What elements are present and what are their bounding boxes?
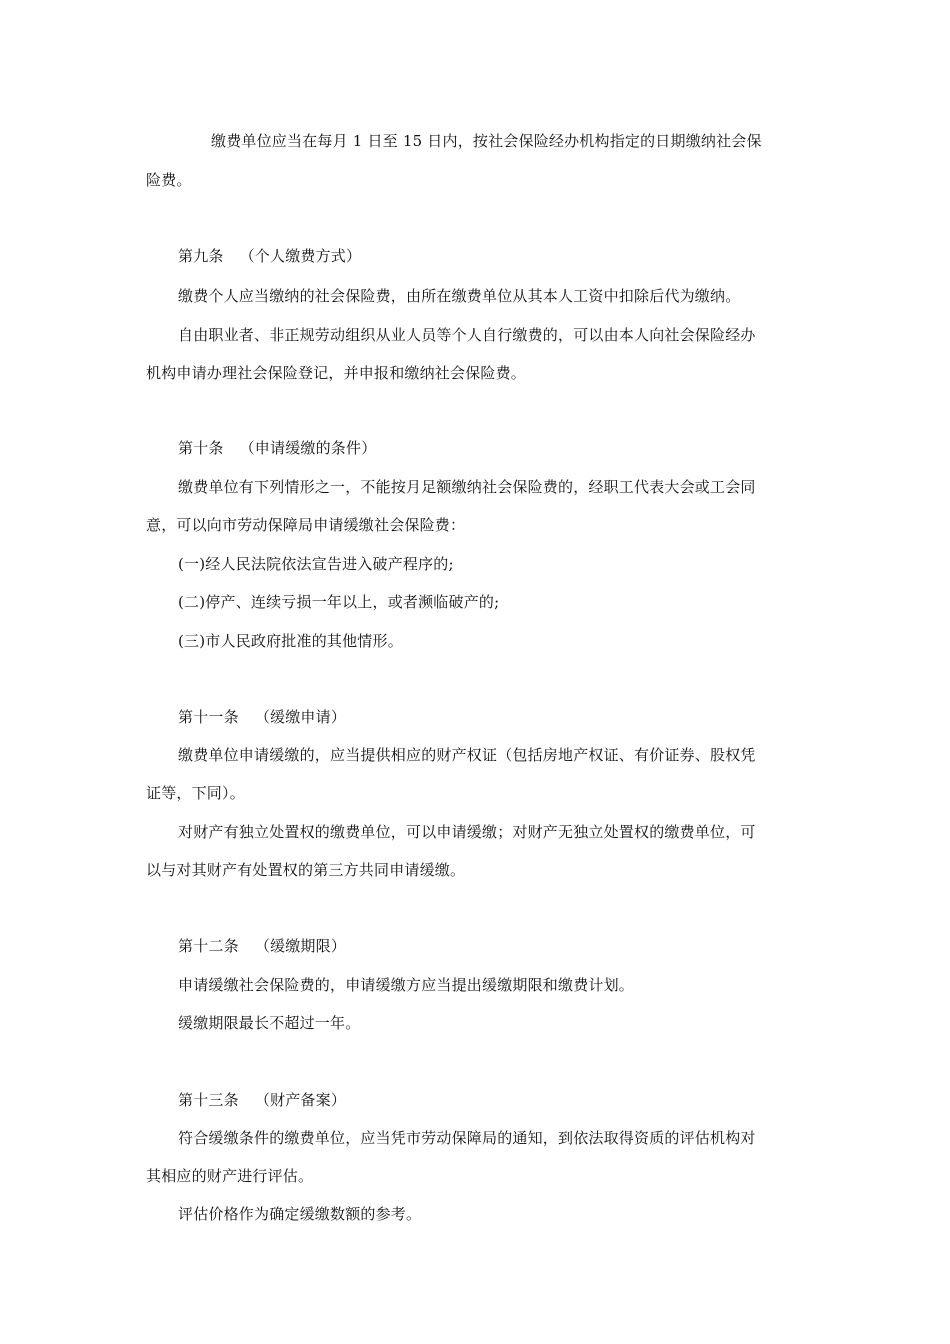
article-subtitle: （申请缓缴的条件）	[239, 439, 377, 457]
paragraph-line: 缴费单位申请缓缴的，应当提供相应的财产权证（包括房地产权证、有价证券、股权凭	[178, 746, 756, 764]
article-subtitle: （财产备案）	[254, 1091, 347, 1109]
paragraph-line: 缴费单位有下列情形之一，不能按月足额缴纳社会保险费的，经职工代表大会或工会同	[178, 478, 756, 496]
article-9-heading	[178, 246, 361, 266]
article-title: 第九条	[178, 247, 224, 265]
paragraph-line: 缴费个人应当缴纳的社会保险费，由所在缴费单位从其本人工资中扣除后代为缴纳。	[178, 287, 741, 305]
article-10-heading	[178, 438, 376, 458]
article-11-heading	[178, 707, 346, 727]
paragraph-line: 证等，下同）。	[146, 784, 245, 802]
article-title: 第十三条	[178, 1091, 239, 1109]
paragraph-line: 意，可以向市劳动保障局申请缓缴社会保险费：	[146, 516, 466, 534]
paragraph-line: 申请缓缴社会保险费的，申请缓缴方应当提出缓缴期限和缴费计划。	[178, 976, 635, 994]
article-title: 第十二条	[178, 937, 239, 955]
paragraph-line: 自由职业者、非正规劳动组织从业人员等个人自行缴费的，可以由本人向社会保险经办	[178, 326, 756, 344]
article-12-heading	[178, 936, 346, 956]
article-subtitle: （缓缴申请）	[254, 708, 347, 726]
paragraph-line: 险费。	[146, 171, 192, 189]
paragraph-line: 符合缓缴条件的缴费单位，应当凭市劳动保障局的通知，到依法取得资质的评估机构对	[178, 1129, 756, 1147]
list-item: (二)停产、连续亏损一年以上，或者濒临破产的;	[178, 593, 500, 611]
paragraph-line: 评估价格作为确定缓缴数额的参考。	[178, 1205, 422, 1223]
paragraph-line: 其相应的财产进行评估。	[146, 1167, 314, 1185]
paragraph-line: 缓缴期限最长不超过一年。	[178, 1014, 361, 1032]
paragraph-line: 对财产有独立处置权的缴费单位，可以申请缓缴；对财产无独立处置权的缴费单位，可	[178, 823, 756, 841]
list-item: (三)市人民政府批准的其他情形。	[178, 632, 403, 650]
article-13-heading	[178, 1090, 346, 1110]
article-title: 第十一条	[178, 708, 239, 726]
article-title: 第十条	[178, 439, 224, 457]
article-subtitle: （个人缴费方式）	[239, 247, 362, 265]
list-item: (一)经人民法院依法宣告进入破产程序的;	[178, 555, 454, 573]
paragraph-line: 以与对其财产有处置权的第三方共同申请缓缴。	[146, 861, 466, 879]
paragraph-line: 机构申请办理社会保险登记，并申报和缴纳社会保险费。	[146, 364, 527, 382]
article-subtitle: （缓缴期限）	[254, 937, 347, 955]
paragraph-line: 缴费单位应当在每月 1 日至 15 日内，按社会保险经办机构指定的日期缴纳社会保	[211, 132, 762, 150]
